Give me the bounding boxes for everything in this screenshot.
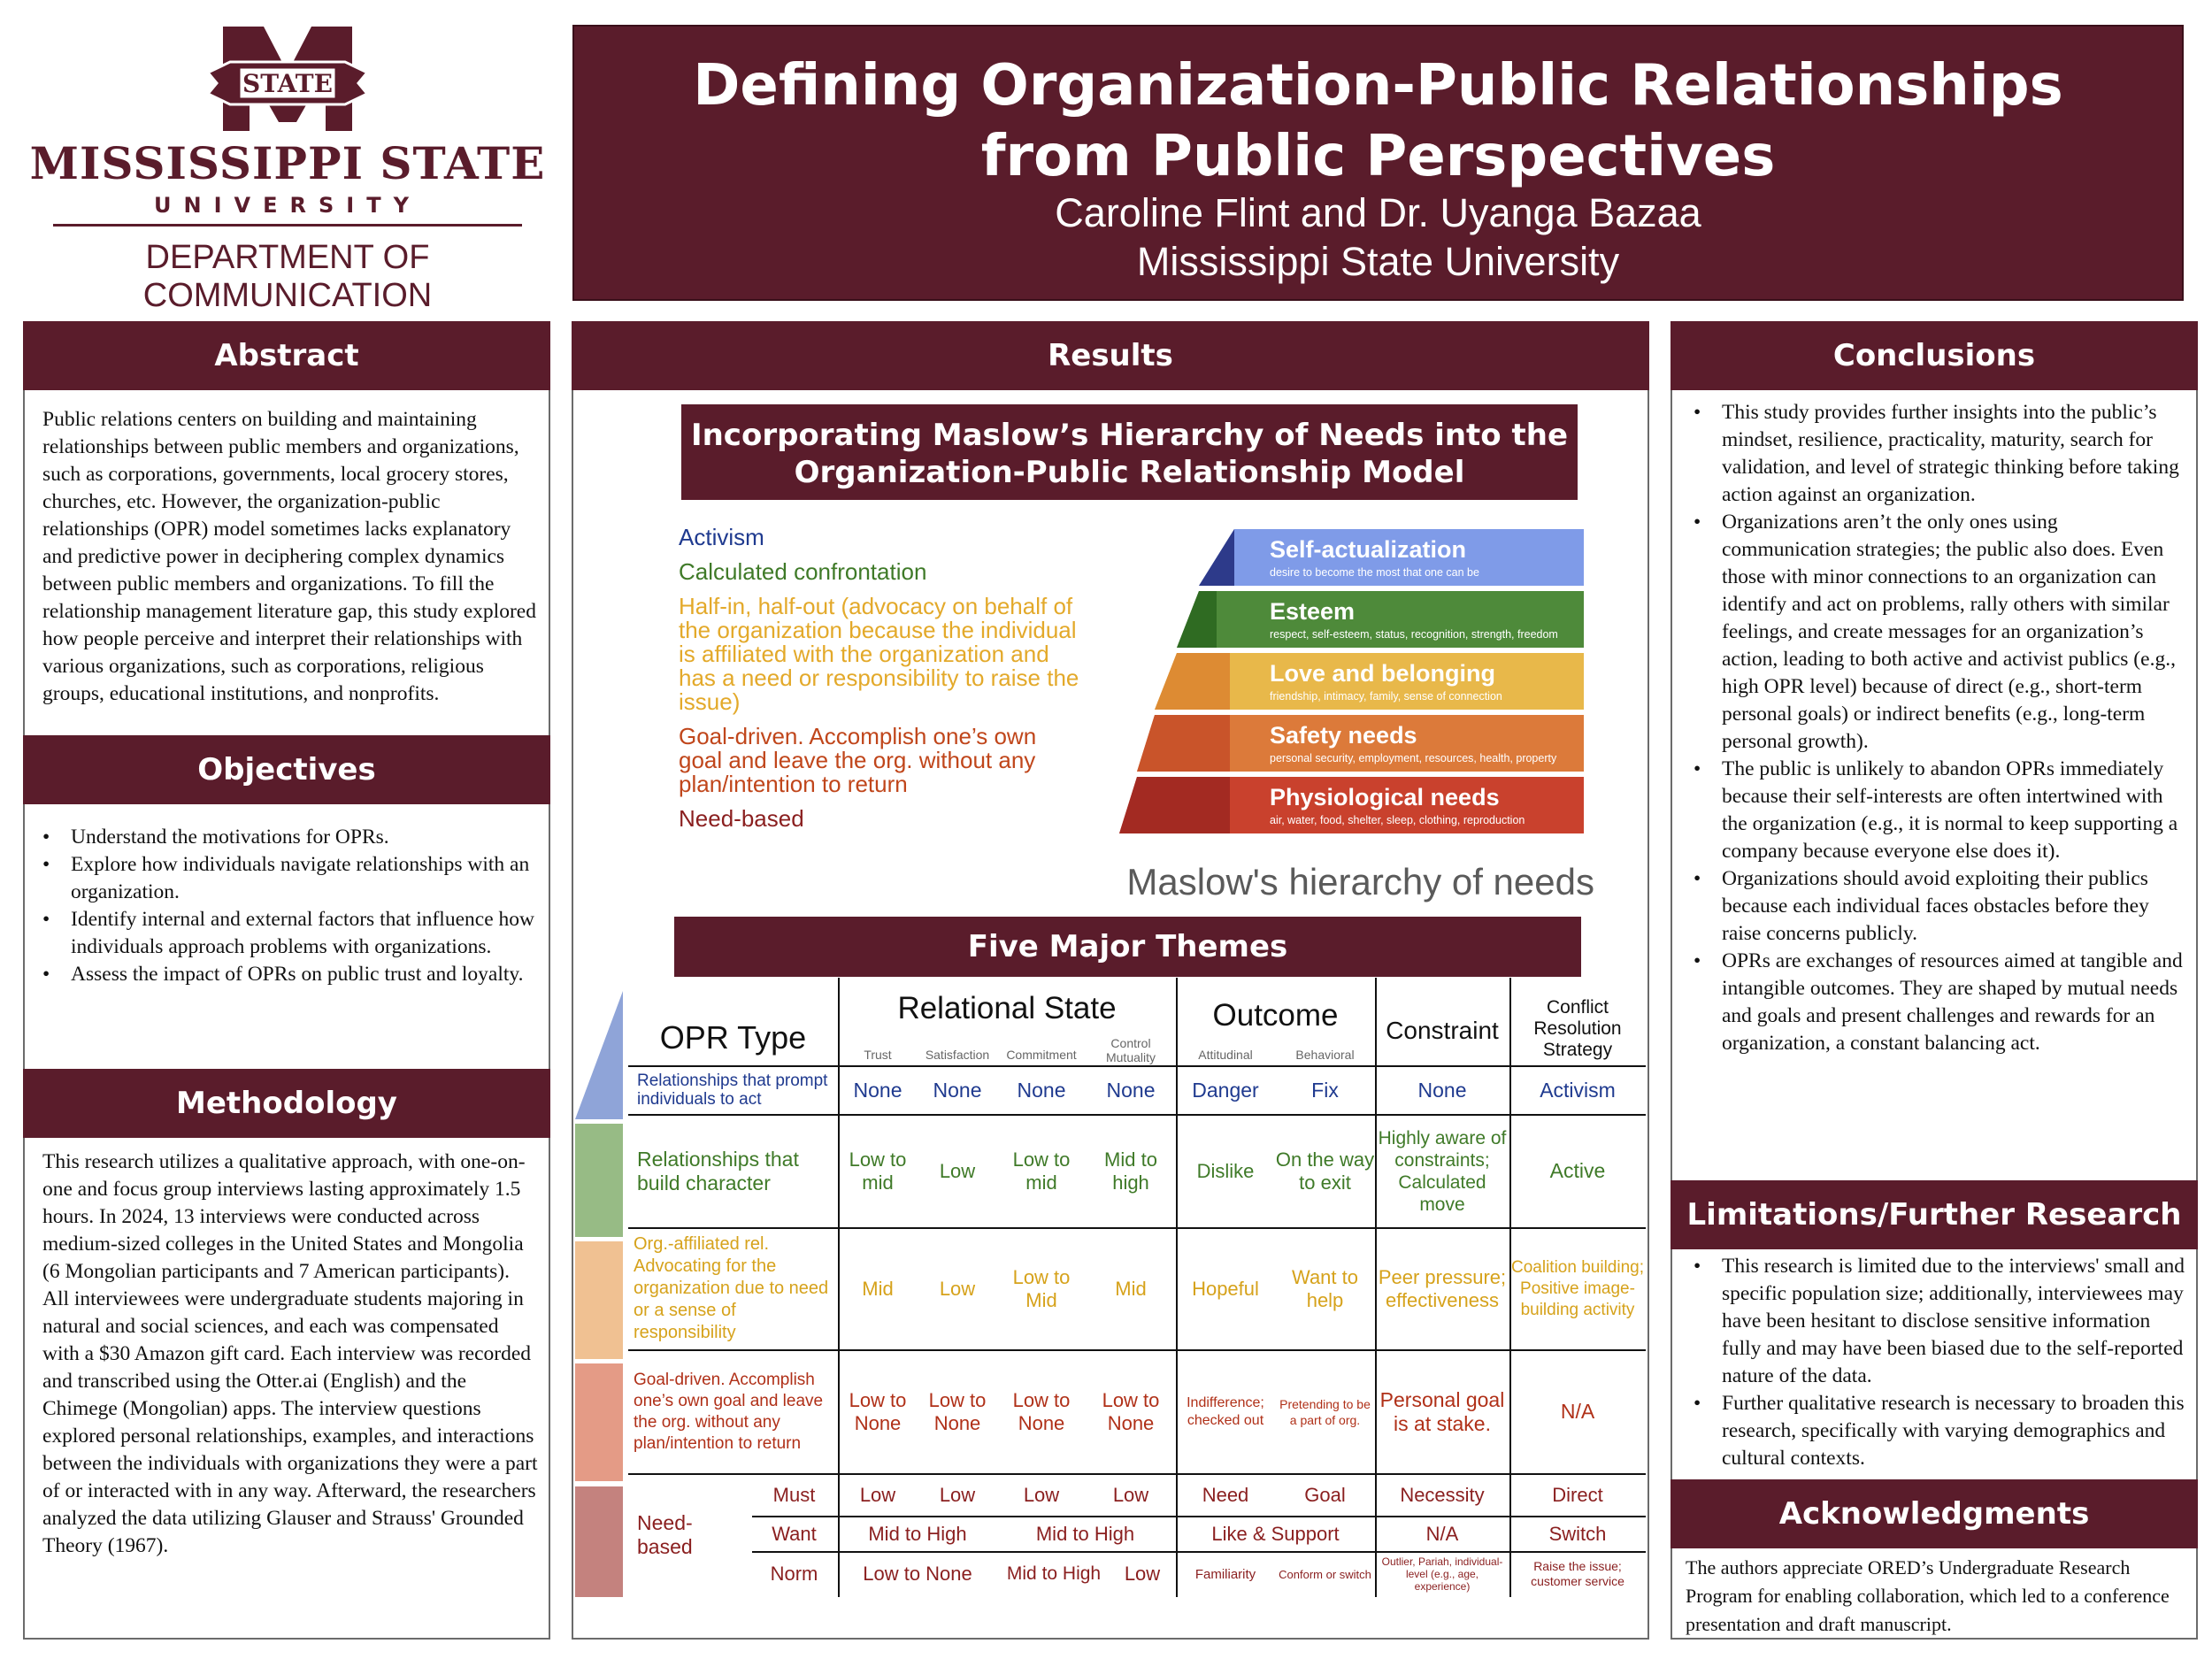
row5-want-trust-satisfaction: Mid to High [868, 1523, 967, 1545]
row4-type: Goal-driven. Accomplish one’s own goal and leave the org. without any plan/intention to return [634, 1370, 824, 1453]
conclusion-item: • This study provides further insights into the public’s mindset, resilience, practicality, maturity, search for validation, and level of strategic thinking before taking action against an organization. [1678, 399, 2191, 509]
row4-commitment: Low to None [1012, 1388, 1071, 1434]
row2-satisfaction: Low [939, 1159, 976, 1182]
row2-type: Relationships that build character [637, 1147, 799, 1194]
objective-item: • Understand the motivations for OPRs. [27, 824, 540, 851]
pyramid-level-title: Self-actualization [1270, 536, 1467, 563]
conclusion-item: • Organizations aren’t the only ones using communication strategies; the public also does. Even those with minor connections to an organization can identify and act on problems, rally others with similar feelings, and create messages for an organization’s action, leading to both active and activist publics (e.g., high OPR level) because of direct (e.g., short-term personal goals) or indirect benefits (e.g., long-term personal growth). [1678, 509, 2191, 756]
row5-type: Need-based [637, 1511, 693, 1558]
header-satisfaction: Satisfaction [925, 1048, 990, 1062]
row1-constraint: None [1417, 1078, 1467, 1102]
pyramid-level-sub: respect, self-esteem, status, recognition, strength, freedom [1270, 628, 1558, 641]
row1-attitudinal: Danger [1192, 1078, 1259, 1102]
level-activism: Activism [679, 524, 764, 550]
level-half-in-half-out: Half-in, half-out (advocacy on behalf of the organization because the individual is affiliated with the organization and has a need or responsibility to raise the issue) [679, 593, 1079, 715]
pyramid-level-sub: personal security, employment, resources, health, property [1270, 752, 1557, 764]
row1-control: None [1106, 1078, 1156, 1102]
row3-control: Mid [1115, 1277, 1147, 1300]
objective-item: • Explore how individuals navigate relationships with an organization. [27, 851, 540, 906]
logo-university-line2: UNIVERSITY [154, 193, 421, 218]
logo-badge-text: STATE [242, 69, 333, 98]
level-goal-driven: Goal-driven. Accomplish one’s own goal and leave the org. without any plan/intention to return [679, 723, 1037, 797]
conclusions-heading: Conclusions [1671, 321, 2198, 390]
row4-behavioral: Pretending to be a part of org. [1279, 1396, 1371, 1427]
row4-attitudinal: Indifference; checked out [1187, 1394, 1264, 1428]
logo-university-line1: MISSISSIPPI STATE [29, 137, 546, 189]
row2-control: Mid to high [1104, 1148, 1157, 1194]
results-heading: Results [572, 321, 1649, 390]
level-calculated-confrontation: Calculated confrontation [679, 558, 927, 585]
row3-trust: Mid [862, 1277, 894, 1300]
poster-title-line2: from Public Perspectives [980, 124, 1776, 189]
pyramid-level-esteem [1177, 591, 1584, 648]
row5-must-trust: Low [859, 1484, 896, 1506]
row5-want-label: Want [772, 1523, 817, 1545]
level-need-based: Need-based [679, 805, 804, 832]
header-relational-state: Relational State [897, 991, 1117, 1025]
pyramid-level-title: Physiological needs [1270, 784, 1500, 810]
row4-satisfaction: Low to None [928, 1388, 987, 1434]
pyramid-level-safety [1137, 715, 1584, 772]
themes-heading: Five Major Themes [674, 917, 1581, 977]
row3-behavioral: Want to help [1292, 1265, 1358, 1311]
row5-must-satisfaction: Low [939, 1484, 976, 1506]
pyramid-level-love-belonging [1155, 653, 1584, 710]
pyramid-level-title: Love and belonging [1270, 660, 1495, 687]
poster-title-line1: Defining Organization-Public Relationships [693, 53, 2063, 119]
header-control-mutuality: Control Mutuality [1105, 1036, 1156, 1064]
row3-satisfaction: Low [939, 1277, 976, 1300]
pyramid-caption: Maslow's hierarchy of needs [1126, 861, 1594, 902]
objective-item: • Assess the impact of OPRs on public trust and loyalty. [27, 961, 540, 988]
pyramid-level-sub: air, water, food, shelter, sleep, clothing, reproduction [1270, 814, 1525, 826]
conclusion-item: • The public is unlikely to abandon OPRs immediately because their self-interests are often intertwined with the organization (e.g., it is normal to keep supporting a company because everyone else does it). [1678, 756, 2191, 865]
objectives-list [27, 824, 540, 988]
limitations-list [1678, 1253, 2191, 1472]
objectives-heading: Objectives [23, 735, 550, 804]
row5-must-control: Low [1112, 1484, 1149, 1506]
row5-must-conflict: Direct [1552, 1484, 1603, 1506]
row1-conflict: Activism [1540, 1078, 1616, 1102]
row2-attitudinal: Dislike [1196, 1159, 1255, 1182]
header-attitudinal: Attitudinal [1198, 1048, 1253, 1062]
row5-want-conflict: Switch [1548, 1523, 1607, 1545]
pyramid-level-self-actualization [1199, 529, 1584, 586]
row1-type: Relationships that prompt individuals to act [637, 1071, 828, 1109]
row5-norm-trust-satisfaction: Low to None [863, 1563, 972, 1585]
row5-norm-constraint: Outlier, Pariah, individual-level (e.g., age, experience) [1381, 1555, 1503, 1593]
objective-item: • Identify internal and external factors that influence how individuals approach problems with organizations. [27, 906, 540, 961]
abstract-heading: Abstract [23, 321, 550, 390]
row5-want-commitment-control: Mid to High [1035, 1523, 1135, 1545]
opr-levels-list [679, 526, 1086, 831]
row2-commitment: Low to mid [1012, 1148, 1071, 1194]
row3-type: Org.-affiliated rel. Advocating for the organization due to need or a sense of responsibility [634, 1234, 829, 1342]
header-constraint: Constraint [1386, 1017, 1499, 1044]
title-banner [572, 25, 2184, 301]
conclusions-list [1678, 399, 2191, 1057]
row3-commitment: Low to Mid [1012, 1265, 1071, 1311]
methodology-text: This research utilizes a qualitative approach, with one-on-one and focus group interviews lasting approximately 1.5 hours. In 2024, 13 interviews were conducted across medium-sized colleges in the United States and Mongolia (6 Mongolian participants and 7 American participants). All interviewees were undergraduate students majoring in natural and social sciences, and each was compensated with a $30 Amazon gift card. Each interview was recorded and transcribed using the Otter.ai (English) and the Chimege (Mongolian) apps. The interview questions explored personal relationships, examples, and interactions between the individuals with organizations they were a part of or interacted with in any way. Afterward, the researchers analyzed the data utilizing Glauser and Strauss' Grounded Theory (1967). [42, 1150, 538, 1557]
row5-must-label: Must [772, 1484, 816, 1506]
methodology-heading: Methodology [23, 1069, 550, 1138]
row1-satisfaction: None [933, 1078, 982, 1102]
row1-commitment: None [1017, 1078, 1066, 1102]
maslow-title-line2: Organization-Public Relationship Model [794, 455, 1465, 490]
abstract-text: Public relations centers on building and maintaining relationships between public members and organizations, such as corporations, governments, local grocery stores, churches, etc. However, the organization-public relationships (OPR) model sometimes lacks explanatory and predictive power in deciphering complex dynamics between public members and organizations. To fill the relationship management literature gap, this study explored how people perceive and interpret their relationships with various organizations, such as corporations, religious groups, educational institutions, and nonprofits. [42, 408, 536, 705]
row5-want-outcome: Like & Support [1211, 1523, 1340, 1545]
pyramid-level-title: Esteem [1270, 598, 1356, 625]
header-behavioral: Behavioral [1295, 1048, 1355, 1062]
row1-trust: None [853, 1078, 902, 1102]
conclusion-item: • Organizations should avoid exploiting their publics because each individual faces obstacles before they raise concerns publicly. [1678, 865, 2191, 948]
acknowledgments-heading: Acknowledgments [1671, 1479, 2198, 1548]
acknowledgments-text: The authors appreciate ORED’s Undergraduate Research Program for enabling collaboration, which led to a conference presentation and draft manuscript. [1686, 1556, 2170, 1635]
header-conflict-strategy: Conflict Resolution Strategy [1533, 997, 1622, 1060]
row5-norm-commitment: Mid to High [1006, 1563, 1102, 1584]
university-logo [27, 18, 549, 319]
row3-conflict: Coalition building; Positive image-building activity [1511, 1257, 1644, 1319]
row5-must-constraint: Necessity [1400, 1484, 1485, 1506]
pyramid-level-sub: desire to become the most that one can be [1270, 566, 1479, 579]
logo-department-line1: DEPARTMENT OF [145, 239, 430, 276]
row5-norm-label: Norm [770, 1563, 818, 1585]
logo-divider [53, 224, 522, 227]
pyramid-level-sub: friendship, intimacy, family, sense of connection [1270, 690, 1502, 703]
row5-must-behavioral: Goal [1304, 1484, 1346, 1506]
limitation-item: • Further qualitative research is necessary to broaden this research, specifically with varying demographics and cultural contexts. [1678, 1390, 2191, 1472]
maslow-title-line1: Incorporating Maslow’s Hierarchy of Needs into the [690, 418, 1569, 453]
limitations-heading: Limitations/Further Research [1671, 1180, 2198, 1249]
header-opr-type: OPR Type [659, 1018, 807, 1056]
maslow-pyramid [1119, 526, 1597, 911]
header-trust: Trust [864, 1048, 892, 1062]
row2-conflict: Active [1549, 1159, 1606, 1182]
row1-behavioral: Fix [1311, 1078, 1339, 1102]
row4-constraint: Personal goal is at stake. [1379, 1387, 1505, 1435]
row5-norm-attitudinal: Familiarity [1194, 1566, 1256, 1582]
themes-table [575, 978, 1646, 1597]
row2-behavioral: On the way to exit [1275, 1148, 1375, 1194]
row5-norm-conflict: Raise the issue; customer service [1531, 1559, 1624, 1588]
limitation-item: • This research is limited due to the interviews' small and specific population size; additionally, interviewees may have been hesitant to disclose sensitive information fully and may have been biased due to the self-reported nature of the data. [1678, 1253, 2191, 1390]
row5-must-attitudinal: Need [1202, 1484, 1249, 1506]
conclusion-item: • OPRs are exchanges of resources aimed at tangible and intangible outcomes. They are shaped by mutual needs and goals and present challenges and rewards for an organization, a constant balancing act. [1678, 948, 2191, 1057]
row2-trust: Low to mid [849, 1148, 907, 1194]
row5-norm-control: Low [1124, 1563, 1161, 1585]
row5-must-commitment: Low [1023, 1484, 1060, 1506]
row4-conflict: N/A [1560, 1400, 1595, 1423]
pyramid-level-physiological [1119, 777, 1584, 833]
level-color-bar-icon [575, 991, 623, 1601]
row4-control: Low to None [1102, 1388, 1160, 1434]
authors: Caroline Flint and Dr. Uyanga Bazaa [1055, 190, 1701, 235]
header-commitment: Commitment [1006, 1048, 1077, 1062]
row2-constraint: Highly aware of constraints; Calculated move [1378, 1127, 1507, 1215]
header-outcome: Outcome [1212, 998, 1339, 1033]
row3-constraint: Peer pressure; effectiveness [1378, 1265, 1507, 1311]
level-color-bar [575, 991, 623, 1610]
pyramid-level-title: Safety needs [1270, 722, 1417, 749]
row3-attitudinal: Hopeful [1192, 1277, 1259, 1300]
logo-department-line2: COMMUNICATION [142, 277, 433, 314]
row4-trust: Low to None [849, 1388, 907, 1434]
maslow-model-banner [681, 404, 1578, 500]
row5-want-constraint: N/A [1425, 1523, 1459, 1545]
row5-norm-behavioral: Conform or switch [1279, 1567, 1371, 1581]
affiliation: Mississippi State University [1136, 239, 1620, 284]
